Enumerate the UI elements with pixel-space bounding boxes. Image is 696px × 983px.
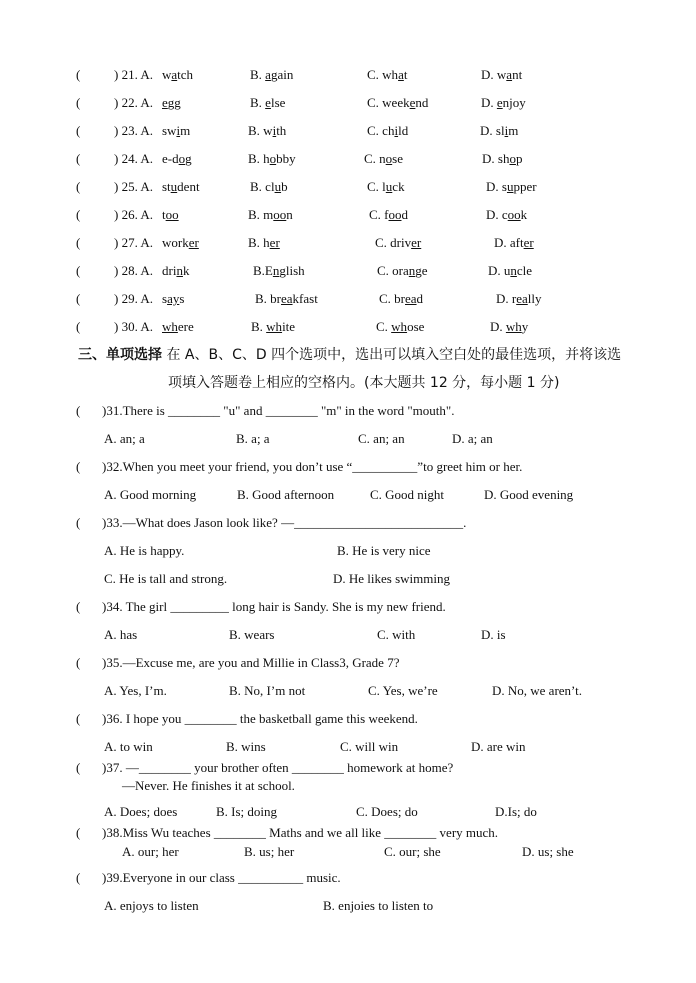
phonics-word-post: ld bbox=[398, 123, 409, 138]
phonics-word-post: g bbox=[185, 151, 192, 166]
phonics-option-a bbox=[162, 67, 193, 83]
phonics-word-mid: wh bbox=[505, 319, 522, 334]
phonics-word-post: nd bbox=[415, 95, 429, 110]
phonics-option-b bbox=[251, 319, 295, 335]
phonics-answer-paren[interactable]: ( bbox=[76, 67, 81, 82]
phonics-word-mid: u bbox=[170, 179, 178, 194]
phonics-option-a bbox=[162, 291, 184, 307]
phonics-option-c bbox=[367, 123, 408, 139]
q32-option-d: D. Good evening bbox=[484, 487, 574, 502]
phonics-word-pre: C. n bbox=[364, 151, 386, 166]
q34-option-d: D. is bbox=[481, 627, 506, 642]
phonics-word-mid: a bbox=[506, 67, 513, 82]
q38-option-d: D. us; she bbox=[522, 844, 574, 859]
phonics-word-mid: er bbox=[269, 235, 280, 250]
phonics-answer-paren[interactable]: ( bbox=[76, 319, 81, 334]
phonics-word-mid: u bbox=[506, 179, 514, 194]
phonics-question-number: ) 23. A. bbox=[114, 123, 153, 138]
phonics-word-pre: D. bbox=[490, 319, 506, 334]
phonics-option-d bbox=[482, 151, 522, 167]
phonics-word-pre: C. l bbox=[367, 179, 386, 194]
q31-option-a: A. an; a bbox=[104, 431, 145, 446]
q32-option-c: C. Good night bbox=[370, 487, 445, 502]
phonics-word-post: njoy bbox=[502, 95, 526, 110]
phonics-word-mid: i bbox=[176, 123, 181, 138]
phonics-word-mid: e bbox=[265, 95, 271, 110]
phonics-option-c bbox=[367, 95, 428, 111]
phonics-option-d bbox=[486, 207, 527, 223]
phonics-word-post: glish bbox=[279, 263, 305, 278]
phonics-word-mid: e bbox=[496, 95, 503, 110]
q31-option-d: D. a; an bbox=[452, 431, 493, 446]
q34-option-c: C. with bbox=[377, 627, 416, 642]
q32-paren[interactable]: ( bbox=[76, 459, 81, 474]
phonics-option-c bbox=[377, 263, 428, 279]
phonics-word-mid: er bbox=[188, 235, 199, 250]
phonics-option-a bbox=[162, 263, 189, 279]
phonics-word-post: k bbox=[520, 207, 528, 222]
phonics-word-pre: C. ch bbox=[367, 123, 395, 138]
phonics-word-post: ge bbox=[415, 263, 428, 278]
phonics-option-d bbox=[490, 319, 528, 335]
phonics-word-pre: sw bbox=[162, 123, 177, 138]
phonics-word-pre: B. cl bbox=[250, 179, 275, 194]
phonics-word-pre: B. bbox=[251, 319, 267, 334]
phonics-word-post: lly bbox=[527, 291, 542, 306]
phonics-option-c bbox=[367, 179, 405, 195]
phonics-word-pre: t bbox=[162, 207, 166, 222]
q37-option-a: A. Does; does bbox=[104, 804, 178, 819]
section-title-line2: 项填入答题卷上相应的空格内。(本大题共 12 分，每小题 1 分) bbox=[168, 375, 560, 391]
section-heading bbox=[78, 347, 621, 363]
phonics-word-pre: D. sl bbox=[480, 123, 505, 138]
phonics-answer-paren[interactable]: ( bbox=[76, 207, 81, 222]
phonics-word-mid: e bbox=[409, 95, 416, 110]
q37-option-d: D.Is; do bbox=[495, 804, 537, 819]
q36-option-d: D. are win bbox=[471, 739, 526, 754]
phonics-option-d bbox=[494, 235, 534, 251]
phonics-question-number: ) 24. A. bbox=[114, 151, 153, 166]
section-title-prefix: 三、单项选择 bbox=[78, 347, 162, 363]
phonics-question-number: ) 29. A. bbox=[114, 291, 153, 306]
phonics-option-b bbox=[248, 151, 296, 167]
phonics-option-b bbox=[250, 95, 285, 111]
phonics-option-b bbox=[255, 291, 318, 307]
phonics-word-mid: ea bbox=[516, 291, 528, 306]
phonics-word-mid: oo bbox=[273, 207, 287, 222]
phonics-answer-paren[interactable]: ( bbox=[76, 291, 81, 306]
phonics-word-post: nt bbox=[512, 67, 523, 82]
q39-stem: )39.Everyone in our class __________ music. bbox=[102, 870, 341, 885]
phonics-word-pre: C. driv bbox=[375, 235, 412, 250]
phonics-word-mid: a bbox=[398, 67, 404, 82]
phonics-word-pre: D. sh bbox=[482, 151, 510, 166]
phonics-option-d bbox=[496, 291, 542, 307]
phonics-word-pre: s bbox=[162, 291, 168, 306]
phonics-option-d bbox=[488, 263, 532, 279]
phonics-question-number: ) 27. A. bbox=[114, 235, 153, 250]
q36-option-a: A. to win bbox=[104, 739, 153, 754]
phonics-word-post: pper bbox=[513, 179, 537, 194]
phonics-word-pre: C. ora bbox=[377, 263, 409, 278]
phonics-option-d bbox=[481, 95, 526, 111]
phonics-answer-paren[interactable]: ( bbox=[76, 179, 81, 194]
phonics-answer-paren[interactable]: ( bbox=[76, 95, 81, 110]
phonics-question-number: ) 26. A. bbox=[114, 207, 153, 222]
phonics-word-mid: oo bbox=[507, 207, 521, 222]
phonics-option-b bbox=[248, 235, 280, 251]
phonics-word-pre: D. w bbox=[481, 67, 507, 82]
phonics-option-a bbox=[162, 207, 179, 223]
q31-stem: )31.There is ________ "u" and ________ "m" in the word "mouth". bbox=[102, 403, 455, 418]
phonics-word-pre: B. bbox=[250, 67, 266, 82]
phonics-word-mid: i bbox=[504, 123, 509, 138]
phonics-word-mid: wh bbox=[266, 319, 283, 334]
phonics-option-d bbox=[486, 179, 537, 195]
phonics-option-a bbox=[162, 235, 199, 251]
phonics-word-pre: work bbox=[162, 235, 189, 250]
q33-option-b: B. He is very nice bbox=[337, 543, 431, 558]
q33-option-a: A. He is happy. bbox=[104, 543, 185, 558]
phonics-question-number: ) 22. A. bbox=[114, 95, 153, 110]
q36-paren[interactable]: ( bbox=[76, 711, 81, 726]
q38-option-b: B. us; her bbox=[244, 844, 295, 859]
phonics-answer-paren[interactable]: ( bbox=[76, 263, 81, 278]
phonics-word-pre: B. br bbox=[255, 291, 281, 306]
phonics-answer-paren[interactable]: ( bbox=[76, 123, 81, 138]
q36-stem: )36. I hope you ________ the basketball game this weekend. bbox=[102, 711, 418, 726]
phonics-question-number: ) 30. A. bbox=[114, 319, 153, 334]
phonics-word-mid: e bbox=[162, 95, 168, 110]
phonics-word-pre: e-d bbox=[162, 151, 179, 166]
phonics-word-mid: oo bbox=[388, 207, 402, 222]
q32-stem: )32.When you meet your friend, you don’t use “__________”to greet him or her. bbox=[102, 459, 523, 474]
phonics-word-post: ite bbox=[282, 319, 296, 334]
phonics-word-post: tch bbox=[177, 67, 194, 82]
phonics-word-mid: a bbox=[171, 67, 178, 82]
phonics-word-post: th bbox=[276, 123, 287, 138]
q35-option-b: B. No, I’m not bbox=[229, 683, 306, 698]
q33-stem: )33.—What does Jason look like? —__________________________. bbox=[102, 515, 467, 530]
phonics-word-mid: ea bbox=[281, 291, 293, 306]
phonics-option-d bbox=[481, 67, 522, 83]
phonics-word-post: p bbox=[515, 151, 523, 166]
q32-option-a: A. Good morning bbox=[104, 487, 197, 502]
phonics-word-pre: C. br bbox=[379, 291, 405, 306]
phonics-option-a bbox=[162, 123, 190, 139]
phonics-word-mid: i bbox=[394, 123, 399, 138]
q34-option-a: A. has bbox=[104, 627, 138, 642]
q36-option-c: C. will win bbox=[340, 739, 399, 754]
q38-option-c: C. our; she bbox=[384, 844, 441, 859]
q38-stem: )38.Miss Wu teaches ________ Maths and we all like ________ very much. bbox=[102, 825, 499, 840]
phonics-word-pre: B. m bbox=[248, 207, 274, 222]
phonics-word-mid: er bbox=[523, 235, 534, 250]
phonics-option-a bbox=[162, 151, 192, 167]
phonics-word-mid: er bbox=[411, 235, 422, 250]
phonics-question-number: ) 28. A. bbox=[114, 263, 153, 278]
phonics-word-post: dent bbox=[177, 179, 200, 194]
phonics-word-pre: st bbox=[162, 179, 171, 194]
phonics-option-c bbox=[369, 207, 408, 223]
phonics-word-mid: a bbox=[265, 67, 271, 82]
phonics-word-mid: o bbox=[269, 151, 277, 166]
phonics-word-post: gain bbox=[270, 67, 294, 82]
q38-option-a: A. our; her bbox=[122, 844, 179, 859]
q36-option-b: B. wins bbox=[226, 739, 266, 754]
phonics-option-a bbox=[162, 179, 200, 195]
phonics-word-pre: B. h bbox=[248, 235, 270, 250]
phonics-word-mid: ay bbox=[167, 291, 180, 306]
phonics-word-pre: D. u bbox=[488, 263, 511, 278]
phonics-word-post: y bbox=[521, 319, 529, 334]
q33-option-d: D. He likes swimming bbox=[333, 571, 450, 586]
phonics-word-mid: wh bbox=[391, 319, 408, 334]
phonics-word-post: cle bbox=[516, 263, 533, 278]
phonics-word-post: se bbox=[392, 151, 404, 166]
phonics-word-pre: D. aft bbox=[494, 235, 524, 250]
phonics-word-mid: o bbox=[509, 151, 516, 166]
phonics-word-mid: u bbox=[385, 179, 393, 194]
q39-option-b: B. enjoies to listen to bbox=[323, 898, 434, 913]
phonics-option-a bbox=[162, 95, 181, 111]
phonics-question-number: ) 21. A. bbox=[114, 67, 153, 82]
phonics-word-post: k bbox=[182, 263, 190, 278]
q37-stem-answer: —Never. He finishes it at school. bbox=[122, 778, 295, 793]
phonics-word-post: ose bbox=[407, 319, 425, 334]
phonics-word-pre: C. f bbox=[369, 207, 389, 222]
q38-paren[interactable]: ( bbox=[76, 825, 81, 840]
phonics-word-post: t bbox=[403, 67, 408, 82]
phonics-word-post: s bbox=[179, 291, 185, 306]
phonics-word-pre: B.E bbox=[253, 263, 273, 278]
phonics-word-post: kfast bbox=[292, 291, 318, 306]
q33-paren[interactable]: ( bbox=[76, 515, 81, 530]
q37-option-c: C. Does; do bbox=[356, 804, 418, 819]
phonics-word-post: d bbox=[416, 291, 424, 306]
phonics-word-pre: D. s bbox=[486, 179, 507, 194]
phonics-word-pre: C. week bbox=[367, 95, 410, 110]
phonics-question-number: ) 25. A. bbox=[114, 179, 153, 194]
phonics-word-post: b bbox=[281, 179, 288, 194]
q35-option-a: A. Yes, I’m. bbox=[104, 683, 167, 698]
q34-paren[interactable]: ( bbox=[76, 599, 81, 614]
phonics-option-b bbox=[253, 263, 305, 279]
phonics-word-mid: u bbox=[274, 179, 282, 194]
phonics-word-pre: C. bbox=[376, 319, 392, 334]
q31-option-c: C. an; an bbox=[358, 431, 405, 446]
phonics-word-pre: dri bbox=[162, 263, 177, 278]
phonics-word-pre: C. wh bbox=[367, 67, 399, 82]
section-title-rest: 在 A、B、C、D 四个选项中，选出可以填入空白处的最佳选项，并将该选 bbox=[166, 347, 622, 363]
q39-paren[interactable]: ( bbox=[76, 870, 81, 885]
phonics-option-c bbox=[367, 67, 407, 83]
q37-option-b: B. Is; doing bbox=[216, 804, 278, 819]
phonics-word-post: d bbox=[401, 207, 408, 222]
phonics-word-post: ck bbox=[392, 179, 405, 194]
phonics-word-post: m bbox=[508, 123, 519, 138]
q35-option-c: C. Yes, we’re bbox=[368, 683, 438, 698]
q31-option-b: B. a; a bbox=[236, 431, 270, 446]
phonics-word-mid: n bbox=[176, 263, 183, 278]
phonics-option-c bbox=[376, 319, 424, 335]
q34-stem: )34. The girl _________ long hair is Sandy. She is my new friend. bbox=[102, 599, 446, 614]
phonics-word-pre: w bbox=[162, 67, 172, 82]
phonics-word-post: bby bbox=[276, 151, 296, 166]
phonics-word-mid: n bbox=[510, 263, 517, 278]
phonics-option-b bbox=[248, 123, 286, 139]
phonics-word-mid: n bbox=[408, 263, 416, 278]
phonics-word-mid: ea bbox=[405, 291, 417, 306]
phonics-word-pre: B. w bbox=[248, 123, 273, 138]
phonics-word-mid: i bbox=[272, 123, 277, 138]
q32-option-b: B. Good afternoon bbox=[237, 487, 335, 502]
phonics-answer-paren[interactable]: ( bbox=[76, 151, 81, 166]
q35-stem: )35.—Excuse me, are you and Millie in Class3, Grade 7? bbox=[102, 655, 400, 670]
q31-paren[interactable]: ( bbox=[76, 403, 81, 418]
phonics-word-pre: D. c bbox=[486, 207, 508, 222]
q35-option-d: D. No, we aren’t. bbox=[492, 683, 583, 698]
phonics-word-mid: n bbox=[272, 263, 280, 278]
phonics-word-pre: B. h bbox=[248, 151, 270, 166]
phonics-option-d bbox=[480, 123, 518, 139]
q39-option-a: A. enjoys to listen bbox=[104, 898, 199, 913]
phonics-word-pre: B. bbox=[250, 95, 266, 110]
q37-paren[interactable]: ( bbox=[76, 760, 81, 775]
phonics-word-mid: o bbox=[178, 151, 186, 166]
phonics-word-post: lse bbox=[270, 95, 286, 110]
phonics-word-mid: o bbox=[385, 151, 393, 166]
phonics-word-post: gg bbox=[167, 95, 181, 110]
phonics-word-mid: oo bbox=[165, 207, 179, 222]
q35-paren[interactable]: ( bbox=[76, 655, 81, 670]
q37-stem: )37. —________ your brother often ________ homework at home? bbox=[102, 760, 454, 775]
phonics-option-c bbox=[379, 291, 423, 307]
phonics-option-a bbox=[162, 319, 194, 335]
phonics-word-post: m bbox=[180, 123, 191, 138]
phonics-answer-paren[interactable]: ( bbox=[76, 235, 81, 250]
phonics-option-c bbox=[375, 235, 421, 251]
phonics-word-pre: D. r bbox=[496, 291, 517, 306]
q33-option-c: C. He is tall and strong. bbox=[104, 571, 228, 586]
phonics-option-b bbox=[250, 67, 293, 83]
phonics-word-post: ere bbox=[177, 319, 194, 334]
phonics-word-pre: D. bbox=[481, 95, 497, 110]
phonics-option-b bbox=[248, 207, 293, 223]
q34-option-b: B. wears bbox=[229, 627, 275, 642]
phonics-word-mid: wh bbox=[162, 319, 178, 334]
phonics-word-post: n bbox=[286, 207, 293, 222]
phonics-option-b bbox=[250, 179, 288, 195]
phonics-option-c bbox=[364, 151, 403, 167]
